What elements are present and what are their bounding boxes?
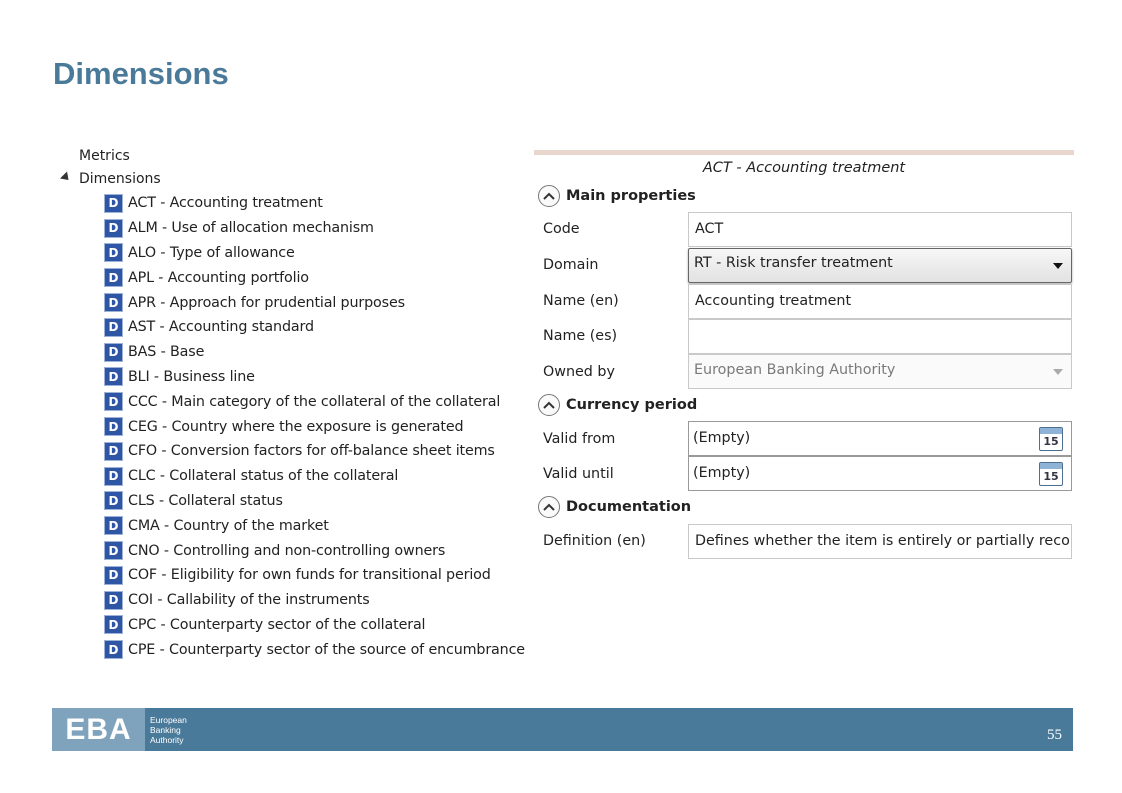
tree-item-dimension[interactable] bbox=[104, 464, 525, 489]
domain-label: Domain bbox=[543, 257, 599, 273]
tree-item-label: ALO - Type of allowance bbox=[128, 244, 295, 261]
dimension-badge-icon: D bbox=[104, 293, 123, 312]
tree-item-label: CLS - Collateral status bbox=[128, 492, 283, 509]
tree-item-label: APR - Approach for prudential purposes bbox=[128, 294, 405, 311]
tree-item-label: CNO - Controlling and non-controlling owners bbox=[128, 542, 446, 559]
dimension-badge-icon: D bbox=[104, 219, 123, 238]
section-currency-period[interactable] bbox=[538, 394, 697, 416]
tree-item-dimension[interactable] bbox=[104, 241, 525, 266]
dimension-badge-icon: D bbox=[104, 417, 123, 436]
calendar-icon[interactable] bbox=[1039, 462, 1063, 486]
dimension-badge-icon: D bbox=[104, 591, 123, 610]
tree-item-dimension[interactable] bbox=[104, 290, 525, 315]
definition-en-label: Definition (en) bbox=[543, 533, 646, 549]
dimension-badge-icon: D bbox=[104, 268, 123, 287]
logo-line: Banking bbox=[150, 725, 181, 735]
owned-by-value: European Banking Authority bbox=[694, 362, 896, 378]
calendar-day: 15 bbox=[1043, 470, 1059, 483]
section-main-properties[interactable] bbox=[538, 185, 696, 207]
dimension-badge-icon: D bbox=[104, 516, 123, 535]
tree-node-dimensions[interactable]: Dimensions bbox=[79, 171, 161, 187]
name-en-field[interactable]: Accounting treatment bbox=[688, 284, 1072, 319]
tree-item-label: AST - Accounting standard bbox=[128, 319, 314, 336]
name-es-field[interactable] bbox=[688, 319, 1072, 354]
tree-item-dimension[interactable] bbox=[104, 588, 525, 613]
dimension-badge-icon: D bbox=[104, 615, 123, 634]
tree-item-dimension[interactable] bbox=[104, 563, 525, 588]
dimension-badge-icon: D bbox=[104, 343, 123, 362]
tree-item-dimension[interactable] bbox=[104, 538, 525, 563]
dimension-badge-icon: D bbox=[104, 640, 123, 659]
valid-from-label: Valid from bbox=[543, 431, 616, 447]
collapse-icon[interactable] bbox=[538, 185, 560, 207]
dimension-tree bbox=[55, 143, 545, 663]
tree-item-dimension[interactable] bbox=[104, 439, 525, 464]
dimension-badge-icon: D bbox=[104, 442, 123, 461]
dimension-badge-icon: D bbox=[104, 541, 123, 560]
valid-from-value: (Empty) bbox=[693, 430, 751, 446]
tree-item-label: CLC - Collateral status of the collateral bbox=[128, 468, 399, 485]
tree-item-label: CFO - Conversion factors for off-balance sheet items bbox=[128, 443, 495, 460]
valid-until-date-picker[interactable] bbox=[688, 456, 1072, 491]
code-field[interactable]: ACT bbox=[688, 212, 1072, 247]
code-label: Code bbox=[543, 221, 580, 237]
tree-item-label: BAS - Base bbox=[128, 344, 205, 361]
tree-item-label: ALM - Use of allocation mechanism bbox=[128, 220, 374, 237]
tree-item-label: CPE - Counterparty sector of the source of encumbrance bbox=[128, 641, 525, 658]
tree-node-metrics[interactable]: Metrics bbox=[79, 148, 130, 164]
dimension-badge-icon: D bbox=[104, 367, 123, 386]
tree-item-dimension[interactable] bbox=[104, 389, 525, 414]
tree-item-label: BLI - Business line bbox=[128, 368, 255, 385]
owned-by-label: Owned by bbox=[543, 364, 615, 380]
logo-text: EBA bbox=[65, 712, 132, 746]
footer-bar bbox=[52, 708, 1073, 751]
calendar-day: 15 bbox=[1043, 435, 1059, 448]
dropdown-arrow-icon bbox=[1053, 369, 1063, 375]
calendar-header bbox=[1040, 463, 1062, 469]
tree-item-label: COI - Callability of the instruments bbox=[128, 592, 370, 609]
dropdown-arrow-icon[interactable] bbox=[1053, 263, 1063, 269]
tree-item-dimension[interactable] bbox=[104, 315, 525, 340]
tree-item-dimension[interactable] bbox=[104, 216, 525, 241]
expand-triangle-icon[interactable] bbox=[60, 171, 72, 183]
tree-item-label: CEG - Country where the exposure is generated bbox=[128, 418, 464, 435]
section-label: Main properties bbox=[566, 188, 696, 204]
collapse-icon[interactable] bbox=[538, 394, 560, 416]
name-en-label: Name (en) bbox=[543, 293, 619, 309]
tree-item-dimension[interactable] bbox=[104, 265, 525, 290]
section-documentation[interactable] bbox=[538, 496, 691, 518]
section-label: Currency period bbox=[566, 397, 698, 413]
definition-en-field[interactable]: Defines whether the item is entirely or partially reco bbox=[688, 524, 1072, 559]
dimension-badge-icon: D bbox=[104, 566, 123, 585]
dimension-badge-icon: D bbox=[104, 318, 123, 337]
calendar-icon[interactable] bbox=[1039, 427, 1063, 451]
page-number: 55 bbox=[1047, 727, 1062, 743]
domain-value: RT - Risk transfer treatment bbox=[694, 255, 893, 271]
dimension-badge-icon: D bbox=[104, 491, 123, 510]
dimension-badge-icon: D bbox=[104, 194, 123, 213]
dimension-list bbox=[104, 191, 525, 662]
section-label: Documentation bbox=[566, 499, 692, 515]
dimension-badge-icon: D bbox=[104, 467, 123, 486]
property-panel bbox=[534, 150, 1074, 562]
tree-item-dimension[interactable] bbox=[104, 513, 525, 538]
logo-subtitle bbox=[150, 715, 187, 745]
dimension-badge-icon: D bbox=[104, 243, 123, 262]
dimension-badge-icon: D bbox=[104, 392, 123, 411]
slide-title: Dimensions bbox=[53, 56, 229, 91]
valid-from-date-picker[interactable] bbox=[688, 421, 1072, 456]
tree-item-dimension[interactable] bbox=[104, 414, 525, 439]
tree-item-dimension[interactable] bbox=[104, 340, 525, 365]
logo-line: Authority bbox=[150, 735, 184, 745]
tree-item-label: APL - Accounting portfolio bbox=[128, 269, 309, 286]
collapse-icon[interactable] bbox=[538, 496, 560, 518]
logo-line: European bbox=[150, 715, 187, 725]
tree-item-dimension[interactable] bbox=[104, 191, 525, 216]
tree-item-dimension[interactable] bbox=[104, 489, 525, 514]
tree-item-dimension[interactable] bbox=[104, 613, 525, 638]
owned-by-select bbox=[688, 354, 1072, 389]
domain-select[interactable] bbox=[688, 248, 1072, 283]
panel-heading: ACT - Accounting treatment bbox=[702, 160, 906, 176]
tree-item-label: CPC - Counterparty sector of the collateral bbox=[128, 616, 426, 633]
tree-item-label: ACT - Accounting treatment bbox=[128, 195, 323, 212]
tree-item-label: COF - Eligibility for own funds for transitional period bbox=[128, 567, 491, 584]
calendar-header bbox=[1040, 428, 1062, 434]
tree-item-label: CMA - Country of the market bbox=[128, 517, 329, 534]
eba-logo bbox=[52, 708, 145, 751]
tree-item-dimension[interactable] bbox=[104, 637, 525, 662]
tree-item-dimension[interactable] bbox=[104, 365, 525, 390]
name-es-label: Name (es) bbox=[543, 328, 618, 344]
valid-until-label: Valid until bbox=[543, 466, 614, 482]
tree-item-label: CCC - Main category of the collateral of the collateral bbox=[128, 393, 501, 410]
valid-until-value: (Empty) bbox=[693, 465, 751, 481]
